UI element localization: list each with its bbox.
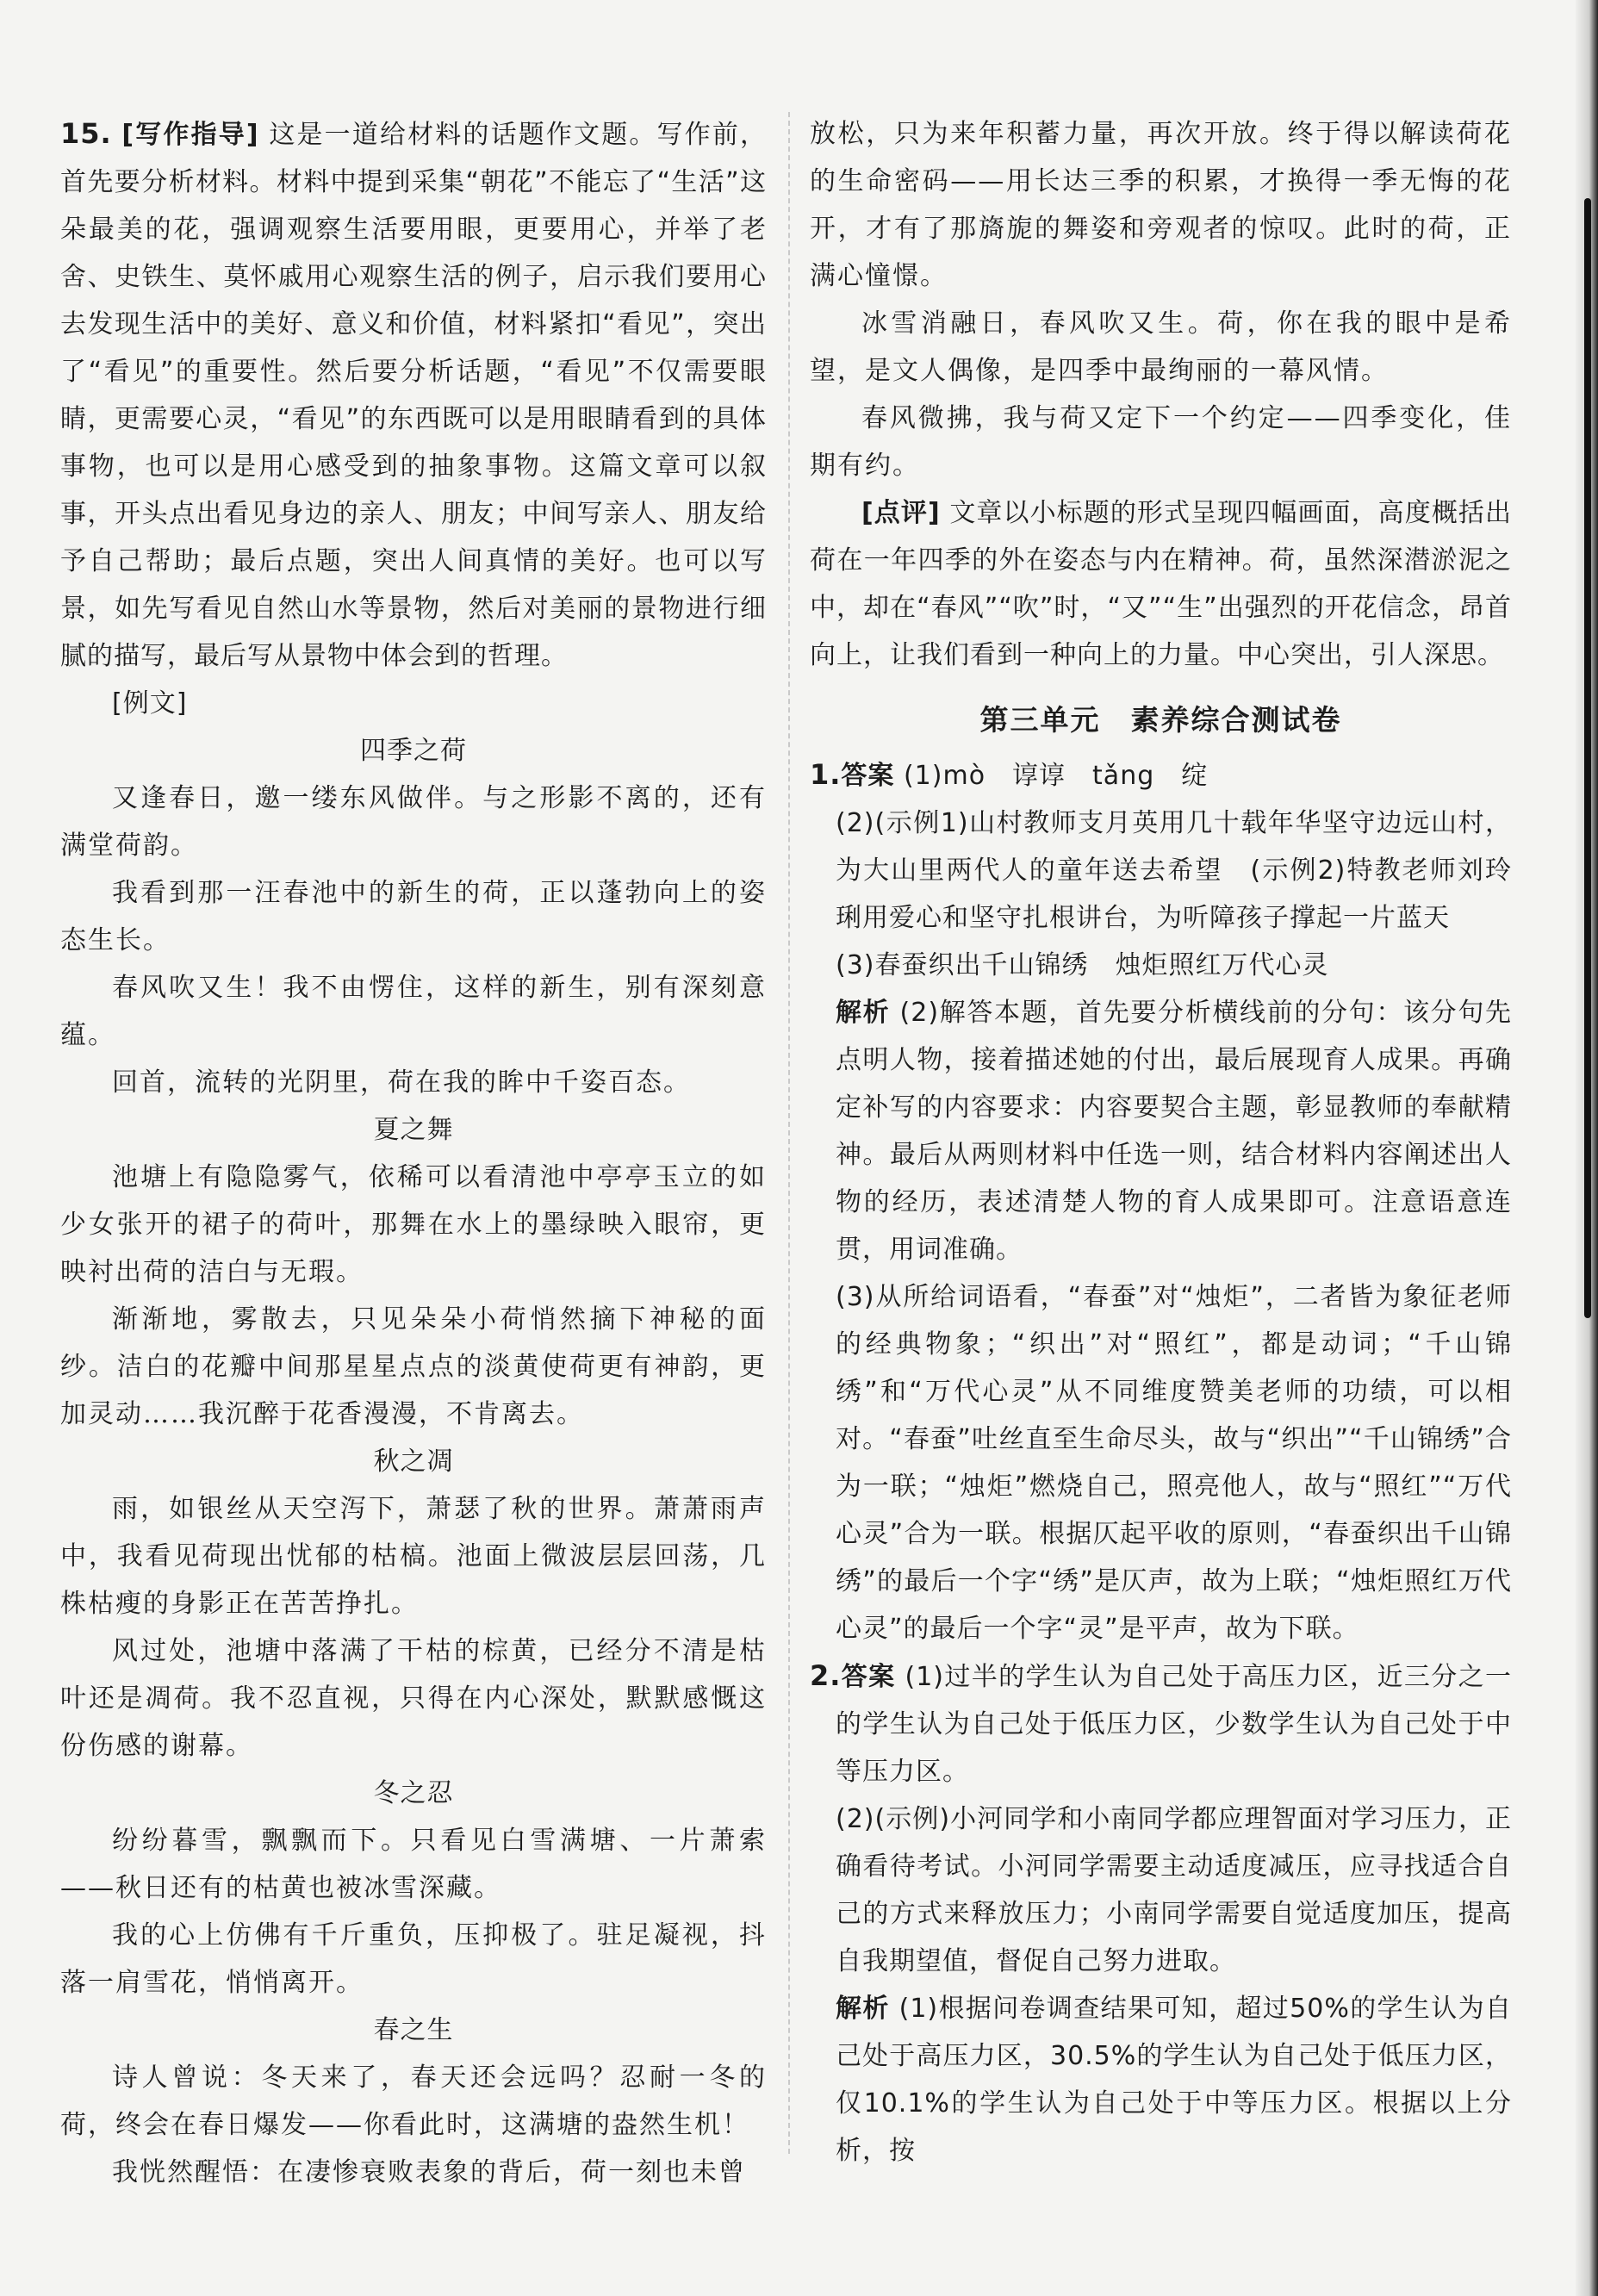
essay-paragraph: 我恍然醒悟：在凄惨衰败表象的背后，荷一刻也未曾 [112, 2157, 746, 2187]
page-binding-edge [1576, 0, 1598, 2296]
essay-paragraph: 池塘上有隐隐雾气，依稀可以看清池中亭亭玉立的如少女张开的裙子的荷叶，那舞在水上的墨绿映入眼帘，更映衬出荷的洁白与无瑕。 [60, 1162, 767, 1287]
essay-paragraph: 风过处，池塘中落满了干枯的棕黄，已经分不清是枯叶还是凋荷。我不忍直视，只得在内心深处，默默感慨这份伤感的谢幕。 [60, 1636, 767, 1761]
question-number: 15. [60, 117, 112, 150]
q15-guidance [60, 110, 767, 680]
essay-subheading: 春之生 [373, 2015, 454, 2045]
answer-label: 答案 [841, 1662, 896, 1692]
guidance-text: 这是一道给材料的话题作文题。写作前，首先要分析材料。材料中提到采集“朝花”不能忘了“生活”这朵最美的花，强调观察生活要用眼，更要用心，并举了老舍、史铁生、莫怀戚用心观察生活的例子，启示我们要用心去发现生活中的美好、意义和价值，材料紧扣“看见”，突出了“看见”的重要性。然后要分析话题，“看见”不仅需要眼睛，更需要心灵，“看见”的东西既可以是用眼睛看到的具体事物，也可以是用心感受到的抽象事物。这篇文章可以叙事，开头点出看见身边的亲人、朋友；中间写亲人、朋友给予自己帮助；最后点题，突出人间真情的美好。也可以写景，如先写看见自然山水等景物，然后对美丽的景物进行细腻的描写，最后写从景物中体会到的哲理。 [60, 120, 768, 671]
answer-text: (2)(示例)小河同学和小南同学都应理智面对学习压力，正确看待考试。小河同学需要主动适度减压，应寻找适合自己的方式来释放压力；小南同学需要自觉适度加压，提高自我期望值，督促自己努力进取。 [836, 1804, 1512, 1976]
answer-text: (1)mò 谆谆 tǎng 绽 [903, 761, 1209, 791]
right-column [810, 110, 1512, 2175]
analysis-label: 解析 [836, 998, 891, 1028]
answer-line [810, 1652, 1512, 1795]
essay-paragraph: 雨，如银丝从天空泻下，萧瑟了秋的世界。萧萧雨声中，我看见荷现出忧郁的枯槁。池面上微波层层回荡，几株枯瘦的身影正在苦苦挣扎。 [60, 1494, 767, 1619]
essay-paragraph: 回首，流转的光阴里，荷在我的眸中千姿百态。 [112, 1067, 691, 1098]
essay-paragraph: 放松，只为来年积蓄力量，再次开放。终于得以解读荷花的生命密码——用长达三季的积累，才换得一季无悔的花开，才有了那旖旎的舞姿和旁观者的惊叹。此时的荷，正满心憧憬。 [810, 119, 1512, 291]
column-divider [788, 112, 790, 2154]
analysis-text: (1)根据问卷调查结果可知，超过50%的学生认为自己处于高压力区，30.5%的学生认为自己处于低压力区，仅10.1%的学生认为自己处于中等压力区。根据以上分析，按 [836, 1994, 1512, 2166]
comment-tag: [点评] [861, 498, 941, 528]
analysis-label: 解析 [836, 1994, 890, 2024]
essay-paragraph: 渐渐地，雾散去，只见朵朵小荷悄然摘下神秘的面纱。洁白的花瓣中间那星星点点的淡黄使荷更有神韵，更加灵动……我沉醉于花香漫漫，不肯离去。 [60, 1304, 767, 1429]
writing-guide-tag: [写作指导] [121, 120, 259, 150]
answer-line [810, 751, 1512, 800]
answer-text: (2)(示例1)山村教师支月英用几十载年华坚守边远山村，为大山里两代人的童年送去希望 (示例2)特教老师刘玲琍用爱心和坚守扎根讲台，为听障孩子撑起一片蓝天 [836, 808, 1512, 933]
binding-shadow [1584, 198, 1591, 1318]
essay-subheading: 秋之凋 [373, 1447, 454, 1477]
essay-paragraph: 春风吹又生！我不由愣住，这样的新生，别有深刻意蕴。 [60, 973, 767, 1050]
question-2-answer [810, 1652, 1512, 2175]
essay-paragraph: 又逢春日，邀一缕东风做伴。与之形影不离的，还有满堂荷韵。 [60, 783, 767, 861]
question-number: 1. [810, 758, 842, 791]
essay-subheading: 夏之舞 [373, 1115, 454, 1145]
essay-paragraph: 我看到那一汪春池中的新生的荷，正以蓬勃向上的姿态生长。 [60, 878, 767, 955]
analysis-text: (2)解答本题，首先要分析横线前的分句：该分句先点明人物，接着描述她的付出，最后展现育人成果。再确定补写的内容要求：内容要契合主题，彰显教师的奉献精神。最后从两则材料中任选一则，结合材料内容阐述出人物的经历，表述清楚人物的育人成果即可。注意语意连贯，用词准确。 [836, 998, 1513, 1265]
essay-paragraph: 春风微拂，我与荷又定下一个约定——四季变化，佳期有约。 [810, 403, 1512, 481]
essay-paragraph: 冰雪消融日，春风吹又生。荷，你在我的眼中是希望，是文人偶像，是四季中最绚丽的一幕风情。 [810, 308, 1512, 386]
essay-paragraph: 纷纷暮雪，飘飘而下。只看见白雪满塘、一片萧索——秋日还有的枯黄也被冰雪深藏。 [60, 1826, 767, 1903]
comment-text: 文章以小标题的形式呈现四幅画面，高度概括出荷在一年四季的外在姿态与内在精神。荷，虽然深潜淤泥之中，却在“春风”“吹”时，“又”“生”出强烈的开花信念，昂首向上，让我们看到一种向上的力量。中心突出，引人深思。 [810, 498, 1513, 670]
answer-label: 答案 [841, 761, 895, 791]
analysis-text: (3)从所给词语看，“春蚕”对“烛炬”，二者皆为象征老师的经典物象；“织出”对“照红”，都是动词；“千山锦绣”和“万代心灵”从不同维度赞美老师的功绩，可以相对。“春蚕”吐丝直至生命尽头，故与“织出”“千山锦绣”合为一联；“烛炬”燃烧自己，照亮他人，故与“照红”“万代心灵”合为一联。根据仄起平收的原则，“春蚕织出千山锦绣”的最后一个字“绣”是仄声，故为上联；“烛炬照红万代心灵”的最后一个字“灵”是平声，故为下联。 [836, 1282, 1512, 1644]
analysis-line [810, 989, 1512, 1273]
question-1-answer [810, 751, 1512, 1652]
example-essay-continued [810, 110, 1512, 489]
essay-title: 四季之荷 [360, 736, 467, 766]
essay-paragraph: 我的心上仿佛有千斤重负，压抑极了。驻足凝视，抖落一肩雪花，悄悄离开。 [60, 1920, 767, 1998]
answer-text: (3)春蚕织出千山锦绣 烛炬照红万代心灵 [836, 950, 1329, 980]
question-number: 2. [810, 1659, 842, 1692]
essay-subheading: 冬之忍 [373, 1778, 454, 1808]
left-column [60, 110, 767, 2196]
analysis-line [810, 1985, 1512, 2175]
comment-block [810, 489, 1512, 679]
answer-text: (1)过半的学生认为自己处于高压力区，近三分之一的学生认为自己处于低压力区，少数学生认为自己处于中等压力区。 [836, 1662, 1513, 1787]
section-title: 第三单元 素养综合测试卷 [979, 703, 1342, 737]
essay-paragraph: 诗人曾说：冬天来了，春天还会远吗？忍耐一冬的荷，终会在春日爆发——你看此时，这满塘的盎然生机！ [60, 2063, 767, 2140]
example-label: [例文] [112, 688, 188, 719]
example-essay [60, 727, 767, 2196]
